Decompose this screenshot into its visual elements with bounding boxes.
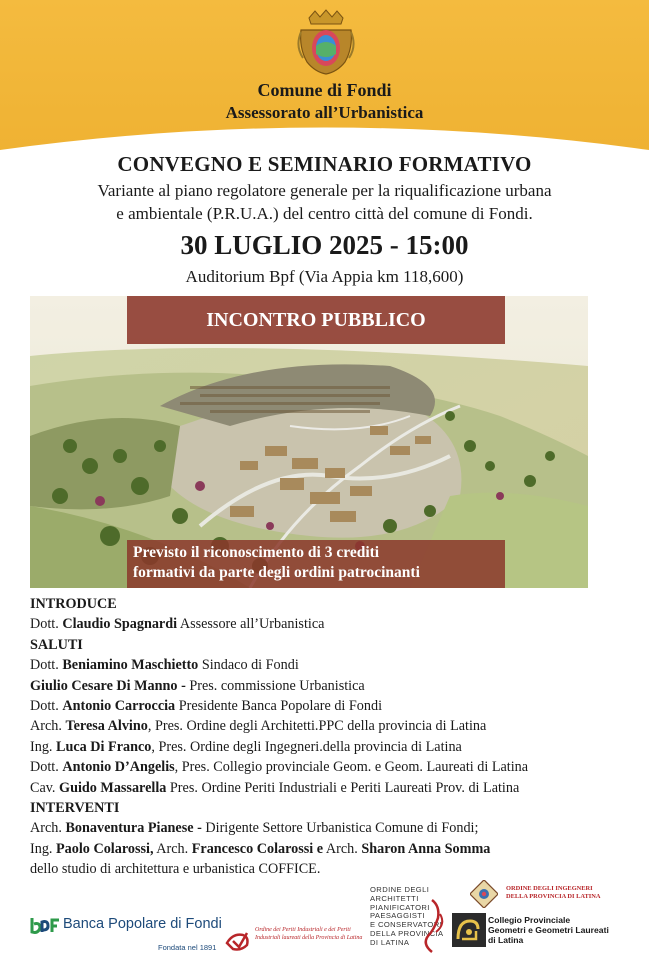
program-list: [30, 594, 640, 880]
speaker-name: Beniamino Maschietto: [62, 657, 199, 674]
speaker-name: Claudio Spagnardi: [62, 616, 178, 633]
speaker-row: [30, 614, 640, 634]
conjunction: e: [316, 840, 324, 857]
speaker-title: Arch.: [30, 820, 62, 837]
speaker-row: [30, 716, 640, 736]
speaker-row: [30, 655, 640, 675]
speaker-role: Dirigente Settore Urbanistica Comune di Fondi;: [205, 820, 479, 837]
bpf-mark-icon: [30, 916, 60, 936]
speaker-name: Bonaventura Pianese -: [65, 820, 202, 837]
architetti-line: ORDINE DEGLI: [370, 885, 430, 894]
collegio-geometri-logo: [452, 913, 632, 949]
credits-line2: formativi da parte degli ordini patrocinanti: [133, 564, 420, 581]
geometri-mark-icon: [452, 913, 486, 947]
speaker-name: Paolo Colarossi,: [56, 840, 154, 857]
speaker-name: Sharon Anna Somma: [361, 840, 491, 857]
speaker-role: Sindaco di Fondi: [201, 657, 299, 674]
studio-line: dello studio di architettura e urbanistica COFFICE.: [30, 861, 321, 878]
department-name: Assessorato all’Urbanistica: [225, 103, 424, 122]
speaker-row: [30, 757, 640, 777]
ordine-architetti-logo: [370, 886, 458, 958]
banca-popolare-fondi-logo: [30, 912, 220, 956]
periti-text: Ordine dei Periti Industriali e dei Periti Industriali laureati della Provincia di Latina: [255, 927, 363, 941]
architetti-line: PAESAGGISTI: [370, 911, 425, 921]
event-datetime: 30 LUGLIO 2025 - 15:00: [180, 230, 469, 260]
credits-line1: Previsto il riconoscimento di 3 crediti: [133, 544, 380, 561]
speaker-title: Dott.: [30, 657, 59, 674]
speaker-role: , Pres. Collegio provinciale Geom. e Geom. Laureati di Latina: [174, 759, 529, 776]
event-subtitle-line2: e ambientale (P.R.U.A.) del centro città del comune di Fondi.: [116, 204, 533, 223]
coat-of-arms-icon: [297, 8, 355, 80]
architetti-line: ARCHITETTI: [370, 893, 419, 903]
architetti-mark-icon: [410, 896, 450, 956]
speaker-row: [30, 676, 640, 696]
ingegneri-text: [506, 885, 602, 900]
speaker-role: Pres. Ordine Periti Industriali e Periti Laureati Prov. di Latina: [169, 779, 520, 796]
public-meeting-badge: INCONTRO PUBBLICO: [127, 296, 505, 344]
bpf-name: Banca Popolare di Fondi: [63, 916, 222, 932]
speaker-title: Arch.: [156, 840, 189, 857]
architetti-line: DELLA PROVINCIA: [370, 928, 444, 938]
speaker-role: Pres. commissione Urbanistica: [189, 677, 365, 694]
credits-notice: [127, 540, 505, 588]
speaker-title: Arch.: [30, 718, 62, 735]
speaker-title: Ing.: [30, 738, 53, 755]
speaker-title: Dott.: [30, 616, 59, 633]
architetti-line: PIANIFICATORI: [370, 902, 430, 912]
geometri-text: [488, 915, 628, 945]
bpf-founded: Fondata nel 1891: [158, 943, 217, 952]
speaker-title: Cav.: [30, 779, 56, 796]
periti-industriali-logo: [225, 925, 365, 957]
speaker-name: Teresa Alvino: [65, 718, 148, 735]
ingegneri-mark-icon: [470, 880, 498, 908]
ingegneri-line: DELLA PROVINCIA DI LATINA: [506, 892, 601, 900]
speaker-name: Guido Massarella: [59, 779, 167, 796]
speaker-name: Francesco Colarossi: [191, 840, 314, 857]
architetti-line: DI LATINA: [370, 937, 410, 947]
speaker-name: Luca Di Franco: [56, 738, 152, 755]
speaker-row: [30, 737, 640, 757]
speaker-role: , Pres. Ordine degli Architetti.PPC della provincia di Latina: [147, 718, 487, 735]
periti-mark-icon: [225, 929, 251, 953]
speaker-row: [30, 696, 640, 716]
geometri-line: di Latina: [488, 935, 524, 945]
ingegneri-line: ORDINE DEGLI INGEGNERI: [506, 885, 593, 892]
speaker-name: Antonio D’Angelis: [62, 759, 175, 776]
municipality-name: Comune di Fondi: [257, 80, 392, 100]
saluti-heading: SALUTI: [30, 636, 83, 653]
interventi-heading: INTERVENTI: [30, 800, 120, 817]
speaker-row: [30, 839, 640, 859]
introduce-heading: INTRODUCE: [30, 596, 117, 612]
speaker-name: Antonio Carroccia: [62, 698, 176, 715]
event-subtitle-line1: Variante al piano regolatore generale per la riqualificazione urbana: [97, 181, 552, 200]
speaker-role: , Pres. Ordine degli Ingegneri.della provincia di Latina: [151, 738, 462, 755]
speaker-row: [30, 818, 640, 838]
speaker-title: Dott.: [30, 759, 59, 776]
architetti-line: E CONSERVATORI: [370, 920, 443, 930]
speaker-title: Dott.: [30, 698, 59, 715]
speaker-row: [30, 778, 640, 798]
speaker-title: Ing.: [30, 840, 53, 857]
speaker-role: Assessore all’Urbanistica: [179, 616, 325, 633]
event-venue: Auditorium Bpf (Via Appia km 118,600): [185, 267, 464, 286]
geometri-line: Geometri e Geometri Laureati: [488, 925, 609, 935]
event-title: CONVEGNO E SEMINARIO FORMATIVO: [117, 152, 532, 176]
ordine-ingegneri-logo: [470, 880, 600, 910]
speaker-role: Presidente Banca Popolare di Fondi: [178, 698, 383, 715]
speaker-name: Giulio Cesare Di Manno -: [30, 677, 186, 694]
speaker-title: Arch.: [325, 840, 358, 857]
geometri-line: Collegio Provinciale: [488, 915, 571, 925]
